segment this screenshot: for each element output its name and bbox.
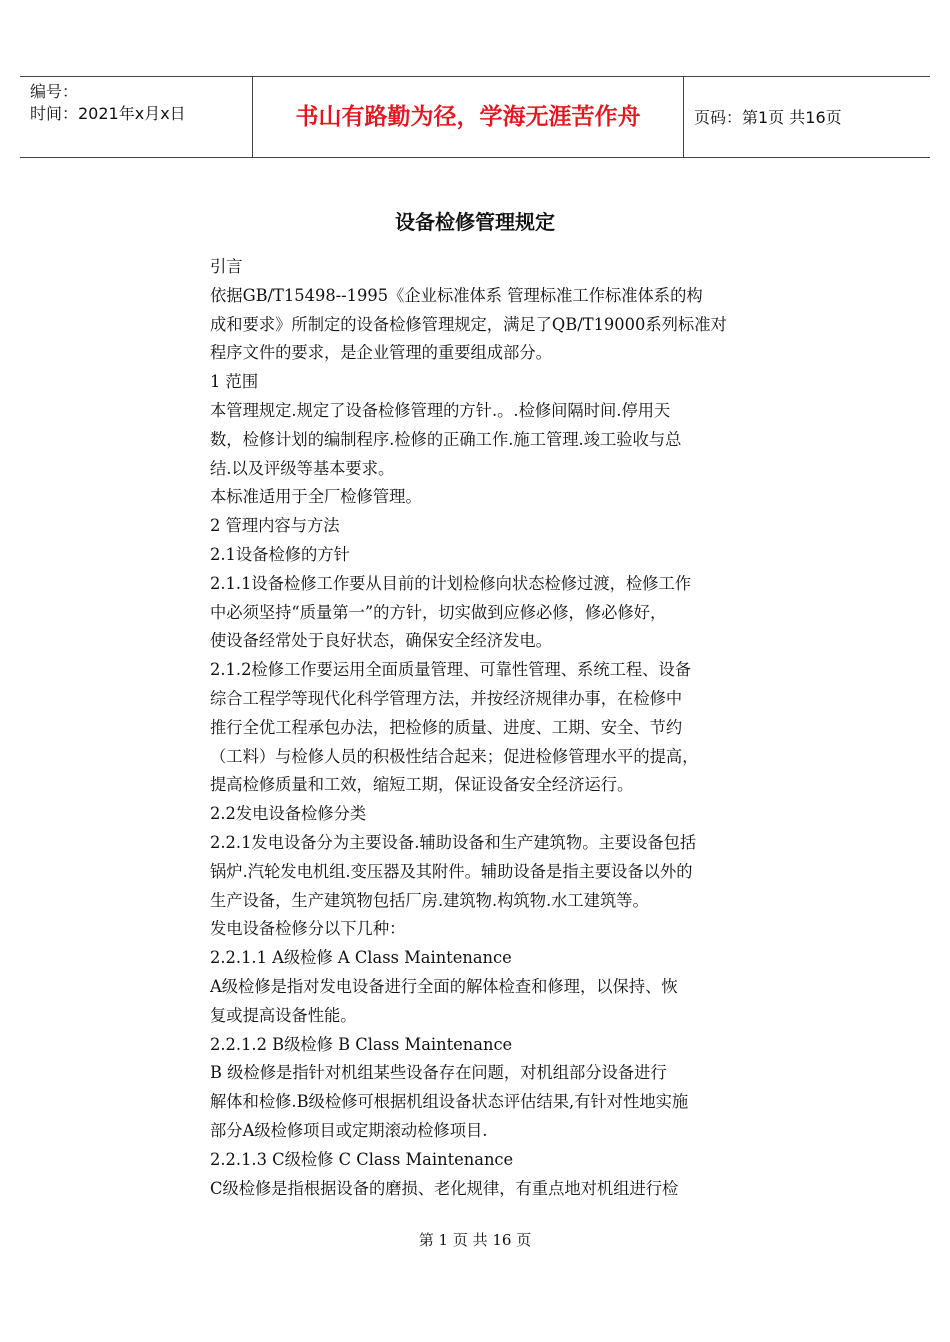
- body-line: 结.以及评级等基本要求。: [210, 458, 395, 478]
- body-line: 成和要求》所制定的设备检修管理规定，满足了QB/T19000系列标准对: [210, 314, 727, 334]
- body-line: 本标准适用于全厂检修管理。: [210, 487, 422, 507]
- body-line: 数，检修计划的编制程序.检修的正确工作.施工管理.竣工验收与总: [210, 429, 682, 449]
- body-line: 2.1.1设备检修工作要从目前的计划检修向状态检修过渡，检修工作: [210, 573, 692, 593]
- body-line: 2.2.1发电设备分为主要设备.辅助设备和生产建筑物。主要设备包括: [210, 832, 697, 852]
- body-line: （工料）与检修人员的积极性结合起来；促进检修管理水平的提高，: [210, 746, 699, 766]
- body-line: 本管理规定.规定了设备检修管理的方针.。.检修间隔时间.停用天: [210, 400, 671, 420]
- number-label: 编号：: [30, 82, 79, 101]
- body-line: 2.2.1.1 A级检修 A Class Maintenance: [210, 948, 512, 968]
- body-line: B 级检修是指针对机组某些设备存在问题，对机组部分设备进行: [210, 1063, 667, 1083]
- time-label: 时间：2021年x月x日: [30, 104, 186, 123]
- body-line: 生产设备，生产建筑物包括厂房.建筑物.构筑物.水工建筑等。: [210, 890, 649, 910]
- body-line: 解体和检修.B级检修可根据机组设备状态评估结果,有针对性地实施: [210, 1092, 689, 1112]
- document-title: 设备检修管理规定: [395, 210, 555, 234]
- body-line: C级检修是指根据设备的磨损、老化规律，有重点地对机组进行检: [210, 1178, 679, 1198]
- body-line: 1 范围: [210, 372, 259, 392]
- body-line: A级检修是指对发电设备进行全面的解体检查和修理，以保持、恢: [210, 976, 678, 996]
- document-body: [210, 253, 800, 1203]
- body-line: 锅炉.汽轮发电机组.变压器及其附件。辅助设备是指主要设备以外的: [210, 861, 693, 881]
- body-line: 部分A级检修项目或定期滚动检修项目.: [210, 1120, 488, 1140]
- body-line: 2 管理内容与方法: [210, 516, 340, 536]
- body-line: 程序文件的要求，是企业管理的重要组成部分。: [210, 343, 552, 363]
- body-line: 推行全优工程承包办法，把检修的质量、进度、工期、安全、节约: [210, 717, 683, 737]
- body-line: 2.1.2检修工作要运用全面质量管理、可靠性管理、系统工程、设备: [210, 660, 692, 680]
- page-header: [20, 76, 930, 158]
- header-info: [20, 77, 252, 157]
- page-footer: 第 1 页 共 16 页: [418, 1231, 532, 1249]
- body-line: 2.1设备检修的方针: [210, 544, 350, 564]
- header-motto: 书山有路勤为径，学海无涯苦作舟: [252, 77, 684, 157]
- body-line: 中必须坚持“质量第一”的方针，切实做到应修必修，修必修好，: [210, 602, 667, 622]
- header-page-label: 页码：第1页 共16页: [694, 108, 842, 127]
- body-line: 引言: [210, 257, 243, 276]
- body-line: 2.2.1.2 B级检修 B Class Maintenance: [210, 1034, 513, 1054]
- body-line: 依据GB/T15498--1995《企业标准体系 管理标准工作标准体系的构: [210, 285, 703, 305]
- body-line: 综合工程学等现代化科学管理方法，并按经济规律办事，在检修中: [210, 688, 683, 708]
- body-line: 发电设备检修分以下几种：: [210, 919, 406, 939]
- body-line: 使设备经常处于良好状态，确保安全经济发电。: [210, 631, 552, 651]
- body-line: 提高检修质量和工效，缩短工期，保证设备安全经济运行。: [210, 775, 634, 795]
- body-line: 复或提高设备性能。: [210, 1005, 357, 1025]
- body-line: 2.2发电设备检修分类: [210, 804, 367, 824]
- body-line: 2.2.1.3 C级检修 C Class Maintenance: [210, 1149, 514, 1169]
